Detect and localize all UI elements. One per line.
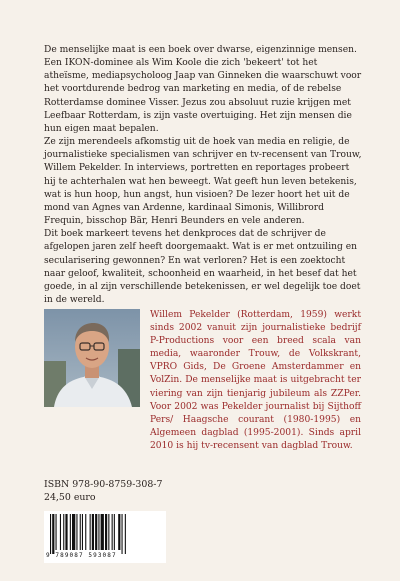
author-bio: Willem Pekelder (Rotterdam, 1959) werkt sinds 2002 vanuit zijn journalistieke bedrijf P-Productions voor een breed scala van media, waaronder Trouw, de Volkskrant, VPRO Gids, De Groene Amsterdammer en VolZin. De menselijke maat is uitgebracht ter viering van zijn tienjarig jubileum als ZZPer. Voor 2002 was Pekelder journalist bij Sijthoff Pers/ Haagsche courant (1980-1995) en Algemeen dagblad (1995-2001). Sinds april 2010 is hij tv-recensent van dagblad Trouw. [150,310,361,451]
blurb [44,44,362,307]
barcode-digits: 9 789087 593087 [46,552,117,559]
isbn-block [44,478,162,504]
blurb-paragraph-3: Dit boek markeert tevens het denkproces dat de schrijver de afgelopen jaren zelf heeft doorgemaakt. Wat is er met ontzuiling en secularisering gewonnen? En wat verloren? Het is een zoektocht naar geloof, kwaliteit, schoonheid en waarheid, in het besef dat het goede, in al zijn verschillende betekenissen, er wel degelijk toe doet in de wereld. [44,229,361,305]
price: 24,50 euro [44,492,96,504]
blurb-paragraph-2: Ze zijn merendeels afkomstig uit de hoek van media en religie, de journalistieke specialismen van schrijver en tv-recensent van Trouw, Willem Pekelder. In interviews, portretten en reportages probeert hij te achterhalen wat hen beweegt. Wat geeft hun leven betekenis, wat is hun hoop, hun angst, hun visioen? De lezer hoort het uit de mond van Agnes van Ardenne, kardinaal Simonis, Willibrord Frequin, bisschop Bär, Henri Beunders en vele anderen. [44,137,362,227]
author-photo [44,309,140,407]
isbn-number: ISBN 978-90-8759-308-7 [44,479,163,490]
blurb-paragraph-1: De menselijke maat is een boek over dwarse, eigenzinnige mensen. Een IKON-dominee als Wim Koole die zich 'bekeert' tot het atheïsme, mediapsycholoog Jaap van Ginneken die waarschuwt voor het voortdurende bedrog van marketing en media, of de rebelse Rotterdamse dominee Visser. Jezus zou absoluut ruzie krijgen met Leefbaar Rotterdam, is zijn vaste overtuiging. Het zijn mensen die hun eigen maat bepalen. [44,45,362,134]
